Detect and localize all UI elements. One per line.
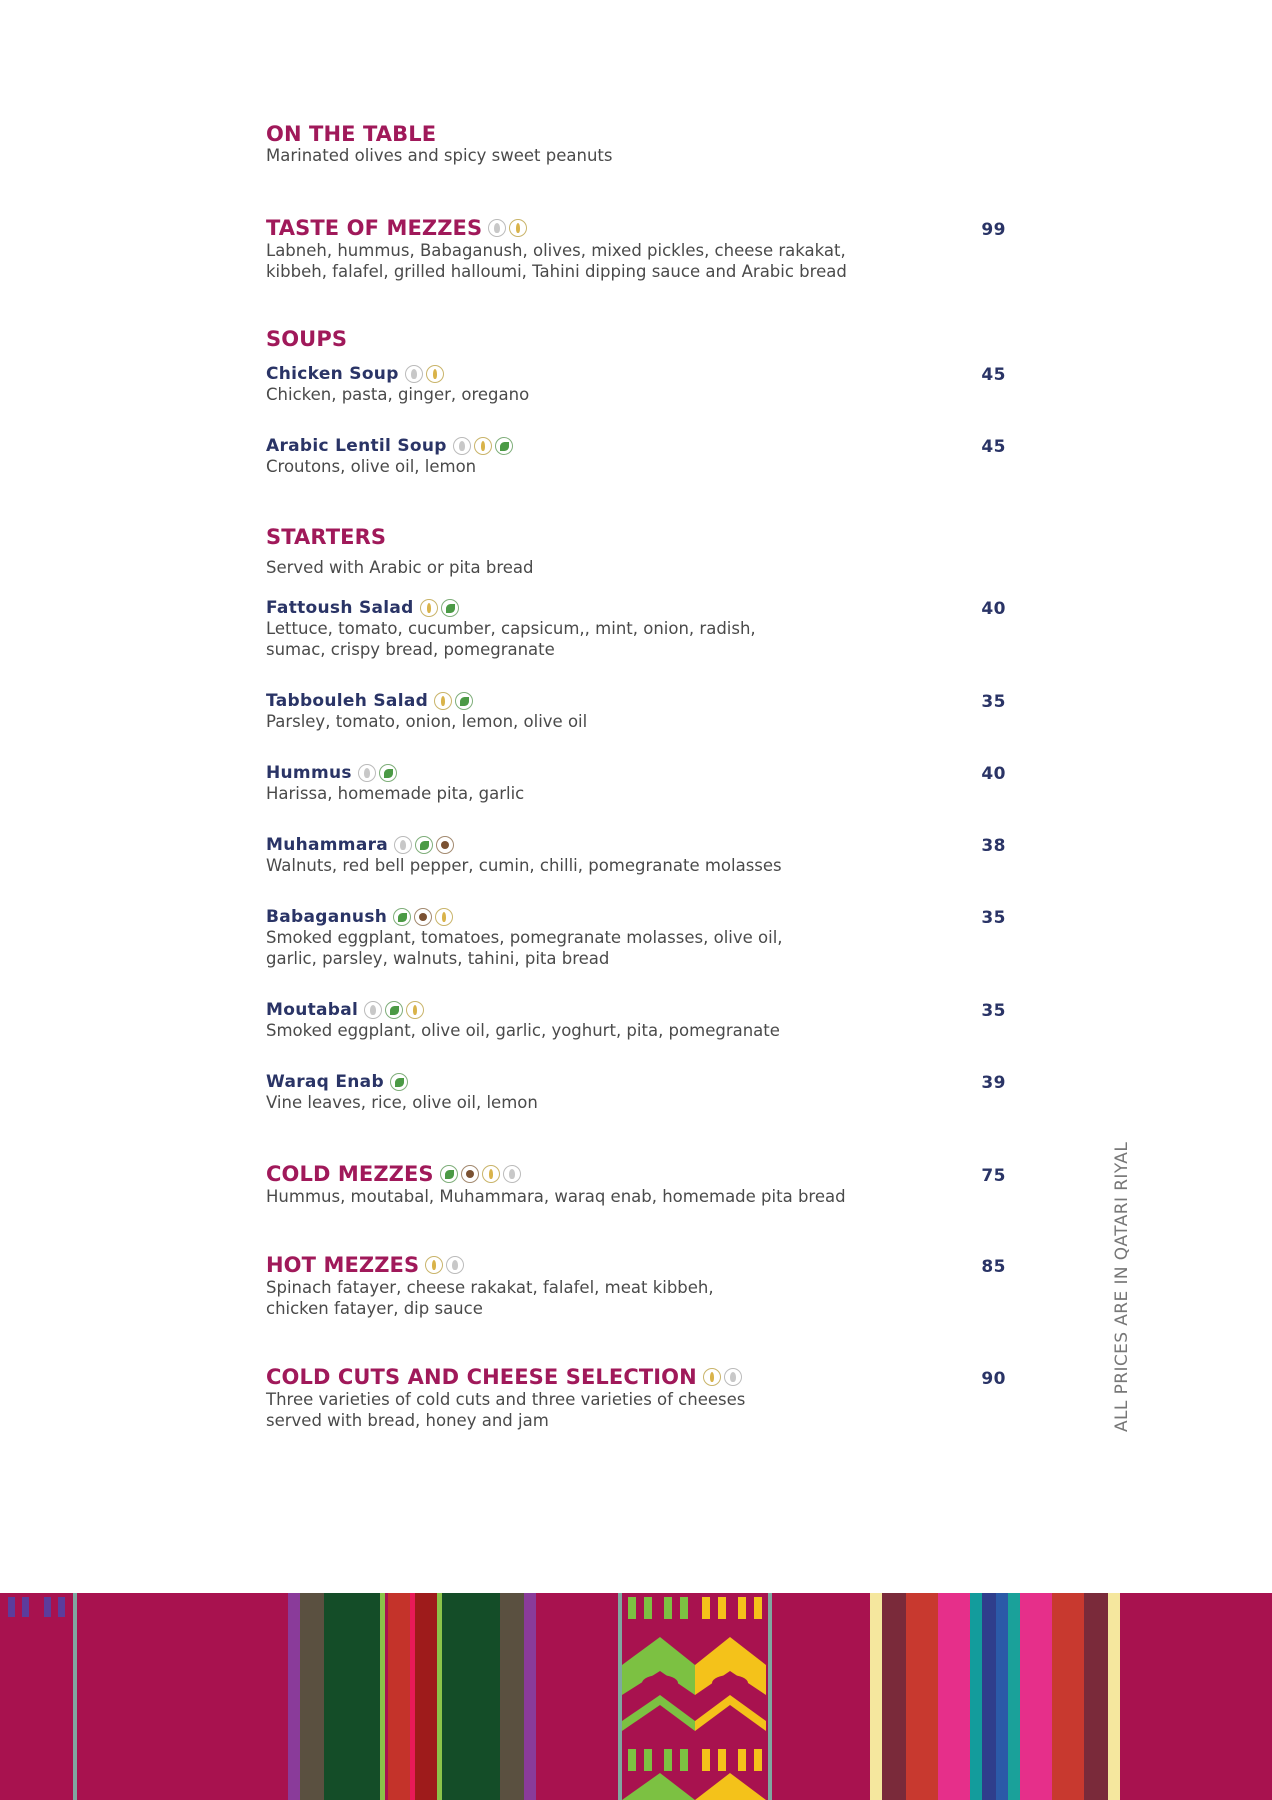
item-description: Walnuts, red bell pepper, cumin, chilli, pomegranate molasses — [266, 856, 782, 875]
section-soups — [266, 327, 1006, 351]
item-name: Chicken Soup — [266, 364, 399, 384]
item-name: Moutabal — [266, 1000, 359, 1020]
item-description: Smoked eggplant, tomatoes, pomegranate molasses, olive oil, — [266, 928, 783, 947]
price: 45 — [981, 365, 1006, 385]
item-description: chicken fatayer, dip sauce — [266, 1299, 483, 1318]
vegetarian-icon — [393, 908, 411, 926]
vegetarian-icon — [455, 692, 473, 710]
section-starters — [266, 525, 1006, 577]
vegetarian-icon — [415, 836, 433, 854]
item-description: Labneh, hummus, Babaganush, olives, mixed pickles, cheese rakakat, — [266, 241, 846, 260]
price: 45 — [981, 437, 1006, 457]
item-description: Smoked eggplant, olive oil, garlic, yoghurt, pita, pomegranate — [266, 1021, 780, 1040]
dairy-icon — [405, 365, 423, 383]
price: 39 — [981, 1073, 1006, 1093]
dairy-icon — [724, 1368, 742, 1386]
item-description: Lettuce, tomato, cucumber, capsicum,, mint, onion, radish, — [266, 619, 756, 638]
gluten-icon — [434, 692, 452, 710]
item-name: Tabbouleh Salad — [266, 691, 429, 711]
menu-item — [266, 1000, 1006, 1041]
item-name: Fattoush Salad — [266, 598, 414, 618]
vegetarian-icon — [390, 1073, 408, 1091]
section-title: STARTERS — [266, 525, 387, 549]
item-description: sumac, crispy bread, pomegranate — [266, 640, 555, 659]
menu-item — [266, 835, 1006, 876]
section-title: COLD MEZZES — [266, 1162, 434, 1186]
gluten-icon — [426, 365, 444, 383]
item-name: Hummus — [266, 763, 352, 783]
section-title: HOT MEZZES — [266, 1253, 420, 1277]
section-title: COLD CUTS AND CHEESE SELECTION — [266, 1365, 697, 1389]
item-description: Hummus, moutabal, Muhammara, waraq enab, homemade pita bread — [266, 1187, 846, 1206]
vegetarian-icon — [385, 1001, 403, 1019]
gluten-icon — [703, 1368, 721, 1386]
gluten-icon — [435, 908, 453, 926]
dairy-icon — [364, 1001, 382, 1019]
dairy-icon — [503, 1165, 521, 1183]
item-description: Parsley, tomato, onion, lemon, olive oil — [266, 712, 588, 731]
menu-item — [266, 907, 1006, 969]
price: 40 — [981, 764, 1006, 784]
item-name: Babaganush — [266, 907, 388, 927]
menu-item — [266, 763, 1006, 804]
section-taste-of-mezzes — [266, 216, 1006, 282]
item-name: Muhammara — [266, 835, 389, 855]
section-hot-mezzes — [266, 1253, 1006, 1319]
price: 38 — [981, 836, 1006, 856]
nut-icon — [436, 836, 454, 854]
vegetarian-icon — [495, 437, 513, 455]
menu-item — [266, 691, 1006, 732]
price: 75 — [981, 1166, 1006, 1186]
price: 40 — [981, 599, 1006, 619]
section-title: TASTE OF MEZZES — [266, 216, 483, 240]
gluten-icon — [474, 437, 492, 455]
dairy-icon — [394, 836, 412, 854]
item-description: Harissa, homemade pita, garlic — [266, 784, 525, 803]
item-description: Vine leaves, rice, olive oil, lemon — [266, 1093, 538, 1112]
gluten-icon — [420, 599, 438, 617]
price: 90 — [981, 1369, 1006, 1389]
section-description: Marinated olives and spicy sweet peanuts — [266, 146, 613, 165]
decorative-pattern-banner — [0, 1593, 1272, 1800]
section-on-the-table — [266, 122, 1006, 165]
vegetarian-icon — [440, 1165, 458, 1183]
dairy-icon — [453, 437, 471, 455]
menu-item — [266, 436, 1006, 477]
item-description: Spinach fatayer, cheese rakakat, falafel, meat kibbeh, — [266, 1278, 714, 1297]
nut-icon — [414, 908, 432, 926]
price: 85 — [981, 1257, 1006, 1277]
gluten-icon — [482, 1165, 500, 1183]
item-name: Waraq Enab — [266, 1072, 384, 1092]
item-description: served with bread, honey and jam — [266, 1411, 549, 1430]
menu-item — [266, 364, 1006, 405]
gluten-icon — [406, 1001, 424, 1019]
section-title: ON THE TABLE — [266, 122, 437, 146]
prices-note: ALL PRICES ARE IN QATARI RIYAL — [1112, 1141, 1132, 1432]
gluten-icon — [509, 219, 527, 237]
price: 35 — [981, 692, 1006, 712]
item-description: kibbeh, falafel, grilled halloumi, Tahini dipping sauce and Arabic bread — [266, 262, 847, 281]
item-description: Chicken, pasta, ginger, oregano — [266, 385, 530, 404]
item-description: Three varieties of cold cuts and three varieties of cheeses — [266, 1390, 746, 1409]
dairy-icon — [358, 764, 376, 782]
menu-item — [266, 598, 1006, 660]
menu-item — [266, 1072, 1006, 1113]
section-cold-mezzes — [266, 1162, 1006, 1207]
gluten-icon — [425, 1256, 443, 1274]
dairy-icon — [446, 1256, 464, 1274]
item-description: Croutons, olive oil, lemon — [266, 457, 477, 476]
vegetarian-icon — [441, 599, 459, 617]
nut-icon — [461, 1165, 479, 1183]
section-title: SOUPS — [266, 327, 348, 351]
item-name: Arabic Lentil Soup — [266, 436, 447, 456]
section-cold-cuts — [266, 1365, 1006, 1431]
dairy-icon — [488, 219, 506, 237]
item-description: garlic, parsley, walnuts, tahini, pita bread — [266, 949, 610, 968]
price: 99 — [981, 220, 1006, 240]
price: 35 — [981, 1001, 1006, 1021]
price: 35 — [981, 908, 1006, 928]
vegetarian-icon — [379, 764, 397, 782]
section-subtitle: Served with Arabic or pita bread — [266, 558, 534, 577]
